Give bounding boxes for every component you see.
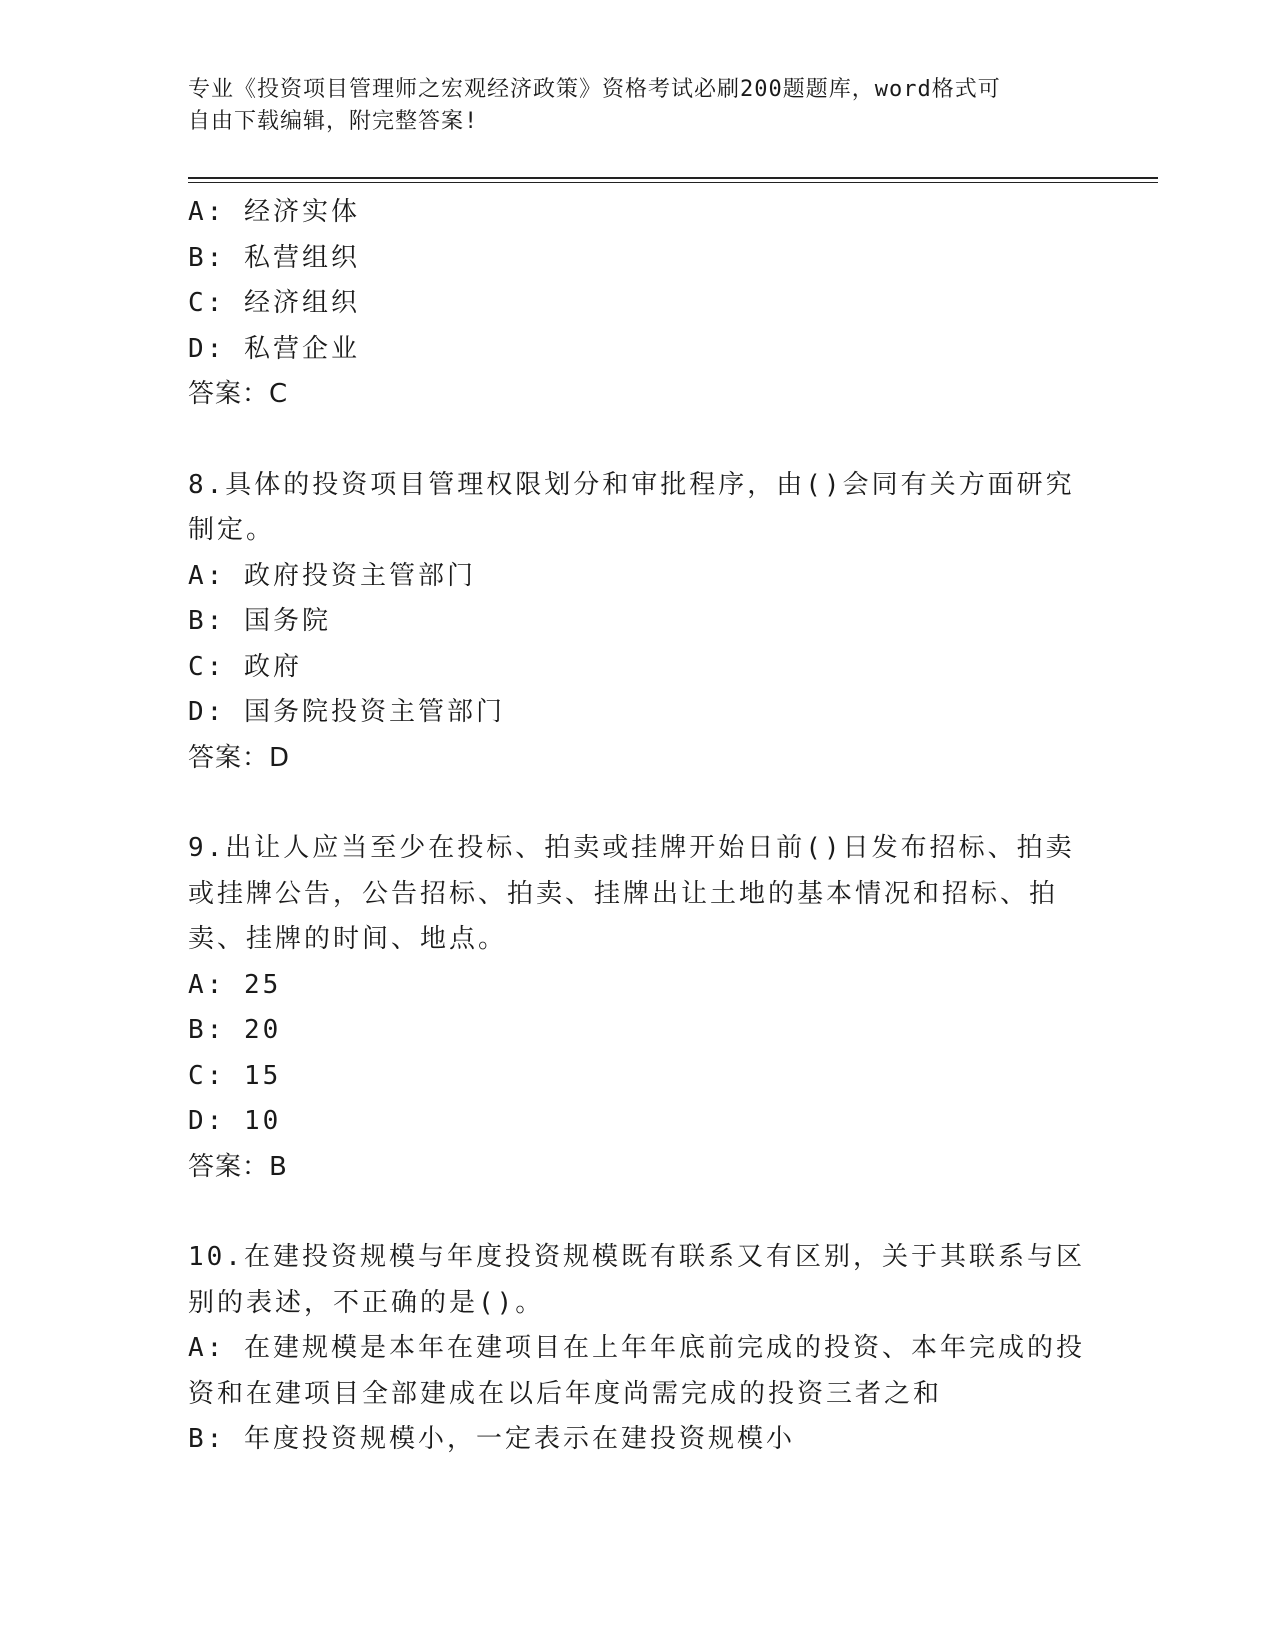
- question-text-line-1: 10.在建投资规模与年度投资规模既有联系又有区别，关于其联系与区: [188, 1242, 1085, 1272]
- question-text-line-2: 别的表述，不正确的是()。: [188, 1287, 545, 1318]
- question-text-line-1: 9.出让人应当至少在投标、拍卖或挂牌开始日前()日发布招标、拍卖: [188, 833, 1075, 863]
- header-line-1: 专业《投资项目管理师之宏观经济政策》资格考试必刷200题题库，word格式可: [188, 77, 1001, 102]
- question-text-line-2: 或挂牌公告，公告招标、拍卖、挂牌出让土地的基本情况和招标、拍: [188, 878, 1059, 909]
- question-text-line-2: 制定。: [188, 515, 276, 545]
- question-10: [188, 1235, 1088, 1463]
- question-9: [188, 826, 1088, 1190]
- option-c: C: 15: [188, 1060, 282, 1091]
- option-b: B: 20: [188, 1015, 282, 1045]
- option-d: D: 私营企业: [188, 333, 360, 364]
- option-a-line-2: 资和在建项目全部建成在以后年度尚需完成的投资三者之和: [188, 1378, 943, 1409]
- question-text-line-1: 8.具体的投资项目管理权限划分和审批程序，由()会同有关方面研究: [188, 469, 1075, 500]
- option-c: C: 政府: [188, 651, 302, 682]
- question-8: [188, 463, 1088, 782]
- option-b: B: 私营组织: [188, 242, 360, 273]
- option-a-line-1: A: 在建规模是本年在建项目在上年年底前完成的投资、本年完成的投: [188, 1333, 1085, 1363]
- question-text-line-3: 卖、挂牌的时间、地点。: [188, 924, 508, 954]
- option-b: B: 年度投资规模小，一定表示在建投资规模小: [188, 1424, 795, 1454]
- header-divider-top: [188, 177, 1158, 179]
- option-c: C: 经济组织: [188, 288, 360, 318]
- option-d: D: 国务院投资主管部门: [188, 697, 505, 727]
- document-header: [188, 74, 1068, 138]
- question-list: [188, 190, 1088, 1463]
- option-d: D: 10: [188, 1106, 282, 1136]
- option-a: A: 经济实体: [188, 197, 360, 227]
- answer: 答案：B: [188, 1151, 288, 1182]
- answer: 答案：C: [188, 379, 289, 409]
- header-divider-bottom: [188, 182, 1158, 183]
- option-a: A: 25: [188, 969, 282, 1000]
- option-a: A: 政府投资主管部门: [188, 560, 476, 591]
- header-line-2: 自由下载编辑，附完整答案!: [188, 109, 479, 134]
- question-7: [188, 190, 1088, 418]
- answer: 答案：D: [188, 742, 291, 773]
- option-b: B: 国务院: [188, 606, 331, 636]
